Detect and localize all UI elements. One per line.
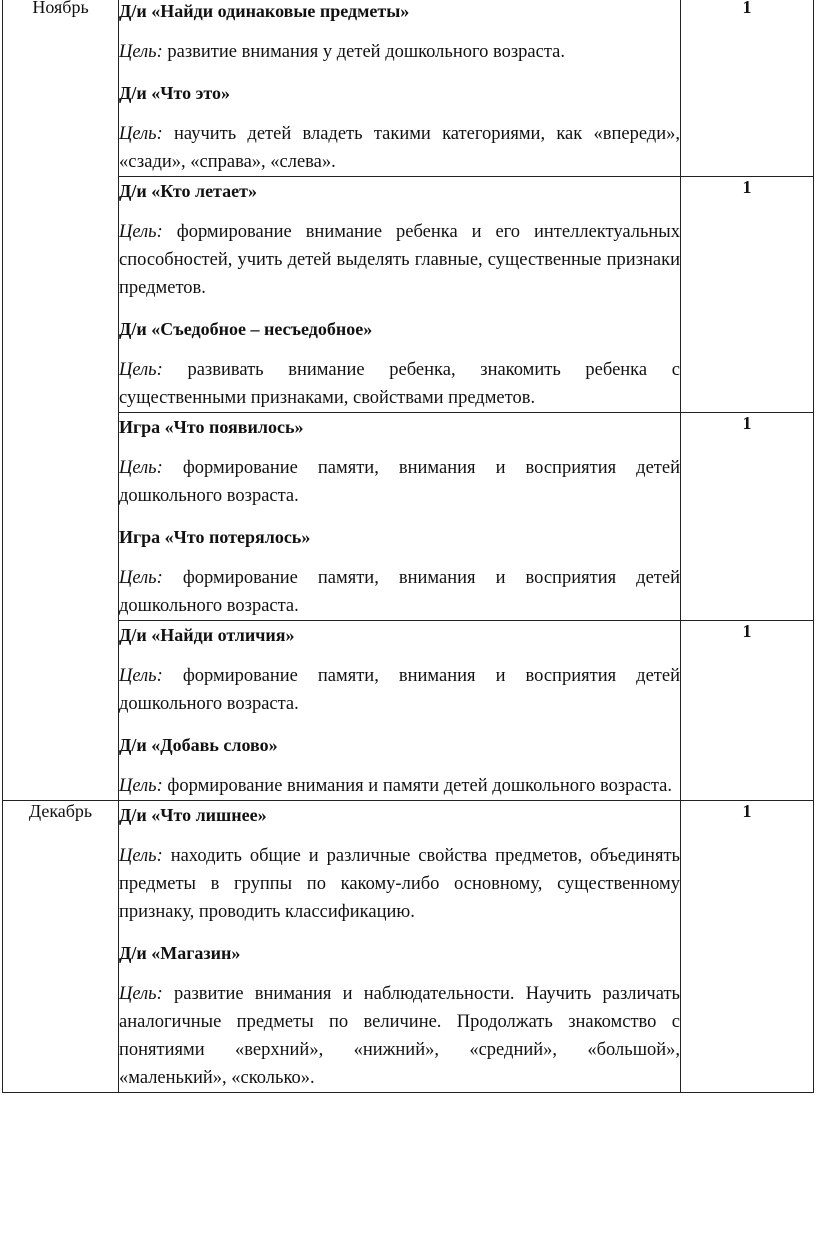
goal-text: развивать внимание ребенка, знакомить ребенка с существенными признаками, свойствами предметов. bbox=[119, 360, 680, 408]
game-goal bbox=[119, 564, 680, 620]
game-title: Д/и «Добавь слово» bbox=[119, 735, 278, 755]
table-row bbox=[3, 801, 814, 1093]
goal-text: формирование внимания и памяти детей дошкольного возраста. bbox=[162, 776, 672, 796]
hours-cell bbox=[681, 177, 814, 413]
goal-label: Цель: bbox=[119, 776, 163, 796]
goal-label: Цель: bbox=[119, 360, 163, 380]
goal-label: Цель: bbox=[119, 42, 163, 62]
goal-text: находить общие и различные свойства предметов, объединять предметы в группы по какому-либо основному, существенному признаку, проводить классификацию. bbox=[119, 846, 680, 922]
goal-label: Цель: bbox=[119, 568, 163, 588]
game-title: Игра «Что потерялось» bbox=[119, 527, 311, 547]
activity-plan-table bbox=[2, 0, 814, 1093]
game-goal bbox=[119, 38, 680, 66]
games-cell bbox=[119, 413, 681, 621]
month-label: Ноябрь bbox=[32, 0, 89, 17]
games-cell bbox=[119, 621, 681, 801]
goal-text: формирование памяти, внимания и восприятия детей дошкольного возраста. bbox=[119, 568, 680, 616]
games-cell bbox=[119, 0, 681, 177]
game-title: Игра «Что появилось» bbox=[119, 417, 304, 437]
goal-text: формирование внимание ребенка и его интеллектуальных способностей, учить детей выделять главные, существенные признаки предметов. bbox=[119, 222, 680, 298]
games-cell bbox=[119, 801, 681, 1093]
month-cell bbox=[3, 801, 119, 1093]
goal-text: формирование памяти, внимания и восприятия детей дошкольного возраста. bbox=[119, 666, 680, 714]
game-title: Д/и «Кто летает» bbox=[119, 181, 257, 201]
hours-value: 1 bbox=[742, 413, 752, 433]
goal-text: научить детей владеть такими категориями, как «впереди», «сзади», «справа», «слева». bbox=[119, 124, 680, 172]
goal-label: Цель: bbox=[119, 124, 163, 144]
goal-text: развитие внимания и наблюдательности. Научить различать аналогичные предметы по величине. Продолжать знакомство с понятиями «верхний», «нижний», «средний», «большой», «маленький», «сколько». bbox=[119, 984, 680, 1088]
hours-value: 1 bbox=[742, 621, 752, 641]
hours-cell bbox=[681, 621, 814, 801]
game-goal bbox=[119, 218, 680, 302]
game-title: Д/и «Найди одинаковые предметы» bbox=[119, 1, 410, 21]
hours-cell bbox=[681, 801, 814, 1093]
goal-label: Цель: bbox=[119, 666, 163, 686]
game-goal bbox=[119, 356, 680, 412]
game-title: Д/и «Съедобное – несъедобное» bbox=[119, 319, 373, 339]
table-row bbox=[3, 413, 814, 621]
goal-text: развитие внимания у детей дошкольного возраста. bbox=[162, 42, 565, 62]
goal-label: Цель: bbox=[119, 222, 163, 242]
table-row bbox=[3, 0, 814, 177]
game-title: Д/и «Найди отличия» bbox=[119, 625, 295, 645]
hours-value: 1 bbox=[742, 801, 752, 821]
game-goal bbox=[119, 772, 680, 800]
hours-value: 1 bbox=[742, 0, 752, 17]
goal-text: формирование памяти, внимания и восприятия детей дошкольного возраста. bbox=[119, 458, 680, 506]
game-title: Д/и «Что это» bbox=[119, 83, 230, 103]
goal-label: Цель: bbox=[119, 846, 163, 866]
goal-label: Цель: bbox=[119, 458, 163, 478]
game-goal bbox=[119, 120, 680, 176]
month-cell bbox=[3, 0, 119, 801]
game-goal bbox=[119, 980, 680, 1092]
month-label: Декабрь bbox=[28, 801, 93, 821]
hours-cell bbox=[681, 413, 814, 621]
games-cell bbox=[119, 177, 681, 413]
hours-cell bbox=[681, 0, 814, 177]
game-title: Д/и «Магазин» bbox=[119, 943, 241, 963]
game-title: Д/и «Что лишнее» bbox=[119, 805, 267, 825]
game-goal bbox=[119, 454, 680, 510]
goal-label: Цель: bbox=[119, 984, 163, 1004]
table-row bbox=[3, 621, 814, 801]
table-row bbox=[3, 177, 814, 413]
game-goal bbox=[119, 662, 680, 718]
hours-value: 1 bbox=[742, 177, 752, 197]
game-goal bbox=[119, 842, 680, 926]
